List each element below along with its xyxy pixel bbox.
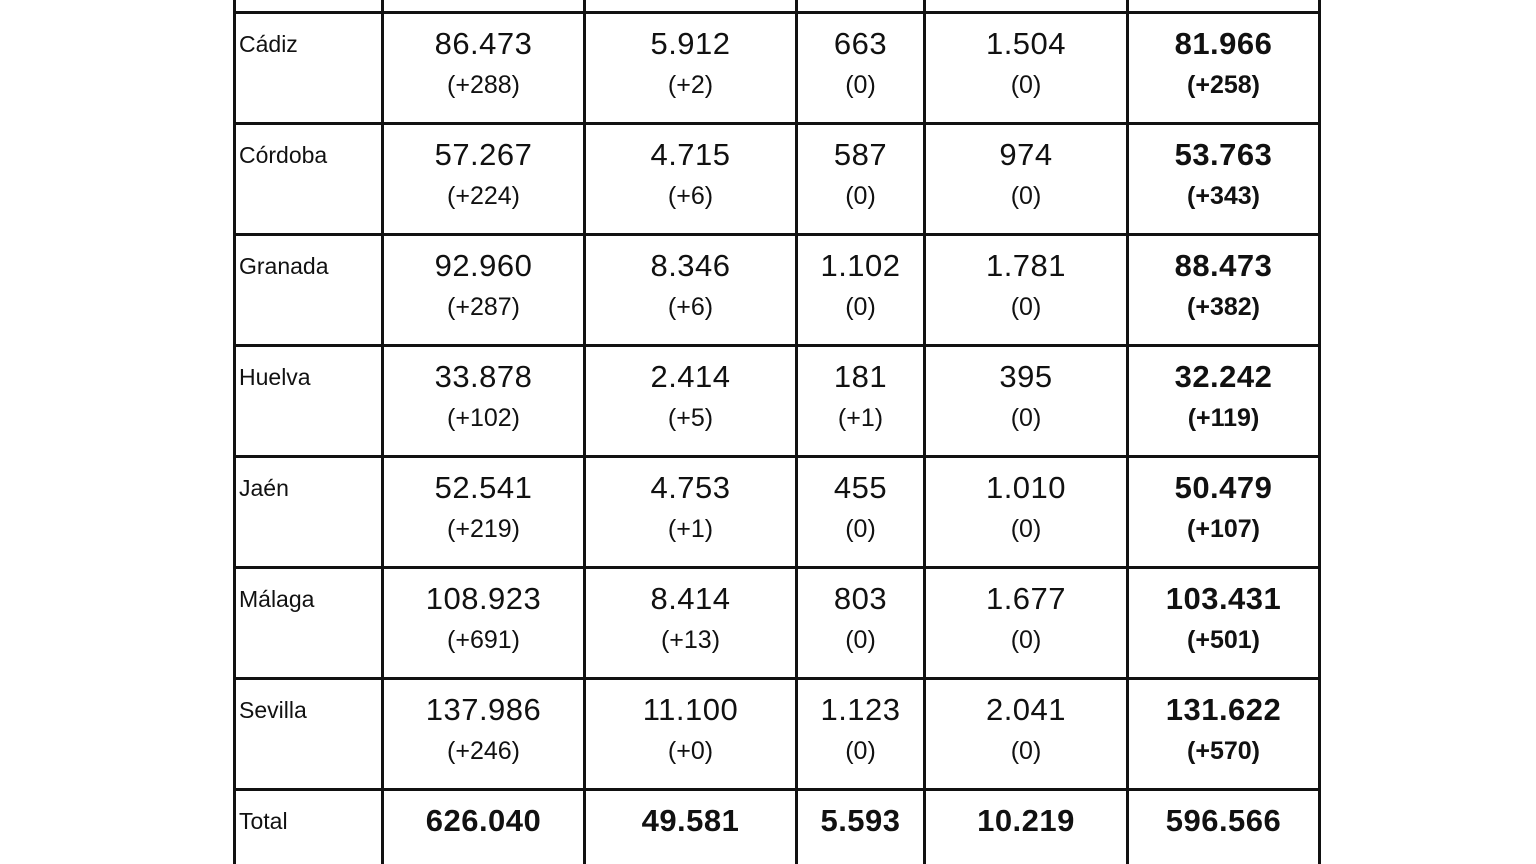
value-cell-content xyxy=(926,14,1126,100)
value-cell-content xyxy=(1129,236,1318,322)
province-name: Jaén xyxy=(239,475,289,501)
province-cell xyxy=(235,457,383,568)
daily-change-value: (+570) xyxy=(1187,737,1260,765)
daily-change-value: (0) xyxy=(1010,71,1042,99)
value-cell-content xyxy=(586,236,795,322)
value-cell-content xyxy=(798,458,923,544)
value-cell-content xyxy=(1129,569,1318,655)
daily-change-value: (+224) xyxy=(447,182,520,210)
cumulative-value: 57.267 xyxy=(434,137,533,172)
cumulative-value: 11.100 xyxy=(642,692,739,727)
daily-change-value: (+287) xyxy=(447,293,520,321)
cumulative-value: 2.041 xyxy=(985,692,1067,727)
value-cell-content xyxy=(586,347,795,433)
daily-change-value: (+343) xyxy=(1187,182,1260,210)
value-cell xyxy=(925,457,1128,568)
cumulative-value: 1.677 xyxy=(985,581,1067,616)
table-cell xyxy=(585,0,797,13)
value-cell xyxy=(585,457,797,568)
cumulative-value: 8.414 xyxy=(650,581,731,616)
cumulative-value: 4.753 xyxy=(650,470,731,505)
value-cell xyxy=(383,13,585,124)
total-value-content xyxy=(798,791,923,839)
province-cell xyxy=(235,235,383,346)
value-cell-content xyxy=(384,125,583,211)
cumulative-value: 108.923 xyxy=(425,581,542,616)
value-cell xyxy=(383,235,585,346)
value-cell xyxy=(383,124,585,235)
value-cell-content xyxy=(384,347,583,433)
province-cell xyxy=(235,346,383,457)
cumulative-value: 1.010 xyxy=(985,470,1067,505)
cumulative-value: 663 xyxy=(833,26,888,61)
value-cell xyxy=(925,13,1128,124)
daily-change-value: (0) xyxy=(845,626,876,654)
total-value-cell xyxy=(925,790,1128,864)
daily-change-value: (+6) xyxy=(667,182,714,210)
value-cell xyxy=(383,568,585,679)
table-row xyxy=(235,457,1320,568)
value-cell-content xyxy=(798,347,923,433)
table-body xyxy=(235,0,1320,864)
daily-change-value: (+258) xyxy=(1187,71,1260,99)
province-name: Cádiz xyxy=(239,31,298,57)
daily-change-value: (+6) xyxy=(667,293,714,321)
value-cell-content xyxy=(926,569,1126,655)
value-cell-content xyxy=(926,680,1126,766)
table-cell xyxy=(235,0,383,13)
table-row xyxy=(235,679,1320,790)
table-cell xyxy=(797,0,925,13)
total-value: 626.040 xyxy=(425,803,542,838)
value-cell xyxy=(585,13,797,124)
total-value: 49.581 xyxy=(641,803,740,838)
daily-change-value: (0) xyxy=(845,737,876,765)
total-value-content xyxy=(926,791,1126,839)
daily-change-value: (0) xyxy=(1010,515,1042,543)
cumulative-value: 5.912 xyxy=(650,26,731,61)
cumulative-value: 4.715 xyxy=(650,137,731,172)
cumulative-value: 52.541 xyxy=(434,470,533,505)
table-row xyxy=(235,13,1320,124)
value-cell-content xyxy=(384,458,583,544)
total-row xyxy=(235,790,1320,864)
value-cell xyxy=(797,346,925,457)
cumulative-value: 137.986 xyxy=(425,692,542,727)
table-cell xyxy=(383,0,585,13)
total-value-cell xyxy=(1128,790,1320,864)
value-cell-content xyxy=(586,125,795,211)
daily-change-value: (0) xyxy=(1010,182,1042,210)
value-cell-content xyxy=(384,569,583,655)
total-value-content xyxy=(586,791,795,839)
province-cell xyxy=(235,568,383,679)
value-cell-content xyxy=(926,347,1126,433)
value-cell xyxy=(585,346,797,457)
cumulative-value: 53.763 xyxy=(1174,137,1273,172)
daily-change-value: (0) xyxy=(1010,737,1042,765)
total-value-cell xyxy=(585,790,797,864)
cumulative-value: 587 xyxy=(833,137,888,172)
value-cell xyxy=(1128,568,1320,679)
table-row xyxy=(235,124,1320,235)
total-value-cell xyxy=(797,790,925,864)
daily-change-value: (0) xyxy=(1010,404,1042,432)
total-value: 5.593 xyxy=(820,803,901,838)
province-name: Granada xyxy=(239,253,329,279)
cumulative-value: 92.960 xyxy=(434,248,533,283)
value-cell xyxy=(797,13,925,124)
value-cell-content xyxy=(926,125,1126,211)
cumulative-value: 33.878 xyxy=(434,359,533,394)
daily-change-value: (0) xyxy=(845,293,876,321)
total-value: 10.219 xyxy=(977,803,1075,838)
value-cell xyxy=(383,457,585,568)
daily-change-value: (0) xyxy=(845,182,876,210)
value-cell xyxy=(585,124,797,235)
value-cell xyxy=(797,457,925,568)
cumulative-value: 2.414 xyxy=(650,359,731,394)
table-row xyxy=(235,346,1320,457)
value-cell-content xyxy=(1129,458,1318,544)
total-value: 596.566 xyxy=(1165,803,1282,838)
value-cell xyxy=(925,346,1128,457)
daily-change-value: (+219) xyxy=(447,515,520,543)
value-cell-content xyxy=(926,236,1126,322)
province-name: Huelva xyxy=(239,364,311,390)
covid-andalucia-table xyxy=(233,0,1321,864)
value-cell xyxy=(925,235,1128,346)
cumulative-value: 50.479 xyxy=(1174,470,1273,505)
value-cell xyxy=(585,568,797,679)
value-cell-content xyxy=(1129,125,1318,211)
value-cell-content xyxy=(1129,14,1318,100)
value-cell xyxy=(1128,124,1320,235)
cumulative-value: 32.242 xyxy=(1174,359,1273,394)
value-cell xyxy=(797,679,925,790)
value-cell xyxy=(1128,457,1320,568)
value-cell xyxy=(585,679,797,790)
cumulative-value: 974 xyxy=(999,137,1053,172)
value-cell-content xyxy=(798,236,923,322)
value-cell-content xyxy=(798,569,923,655)
province-cell xyxy=(235,124,383,235)
value-cell xyxy=(383,679,585,790)
daily-change-value: (+107) xyxy=(1187,515,1260,543)
province-cell xyxy=(235,679,383,790)
cumulative-value: 131.622 xyxy=(1165,692,1282,727)
cumulative-value: 1.781 xyxy=(985,248,1067,283)
province-name: Córdoba xyxy=(239,142,328,168)
daily-change-value: (+5) xyxy=(667,404,714,432)
total-value-content xyxy=(1129,791,1318,839)
value-cell-content xyxy=(1129,347,1318,433)
daily-change-value: (0) xyxy=(845,515,876,543)
value-cell xyxy=(797,568,925,679)
cumulative-value: 395 xyxy=(999,359,1053,394)
value-cell xyxy=(1128,235,1320,346)
total-value-cell xyxy=(383,790,585,864)
value-cell xyxy=(1128,346,1320,457)
value-cell xyxy=(797,235,925,346)
cumulative-value: 81.966 xyxy=(1174,26,1273,61)
total-value-content xyxy=(384,791,583,839)
cumulative-value: 8.346 xyxy=(650,248,731,283)
daily-change-value: (+2) xyxy=(667,71,714,99)
table-cell xyxy=(925,0,1128,13)
cumulative-value: 455 xyxy=(833,470,888,505)
value-cell xyxy=(1128,679,1320,790)
value-cell xyxy=(925,679,1128,790)
value-cell-content xyxy=(384,14,583,100)
value-cell xyxy=(585,235,797,346)
value-cell-content xyxy=(586,569,795,655)
daily-change-value: (+102) xyxy=(447,404,520,432)
value-cell-content xyxy=(798,680,923,766)
value-cell-content xyxy=(586,680,795,766)
daily-change-value: (0) xyxy=(1010,626,1042,654)
daily-change-value: (+691) xyxy=(447,626,520,654)
total-label-cell xyxy=(235,790,383,864)
cumulative-value: 1.102 xyxy=(820,248,901,283)
daily-change-value: (0) xyxy=(845,71,876,99)
daily-change-value: (+119) xyxy=(1187,404,1260,432)
value-cell-content xyxy=(586,14,795,100)
province-name: Málaga xyxy=(239,586,315,612)
daily-change-value: (+1) xyxy=(837,404,884,432)
cumulative-value: 1.123 xyxy=(820,692,901,727)
value-cell xyxy=(925,568,1128,679)
daily-change-value: (+13) xyxy=(660,626,721,654)
daily-change-value: (+1) xyxy=(667,515,714,543)
province-cell xyxy=(235,13,383,124)
table-row xyxy=(235,235,1320,346)
value-cell xyxy=(925,124,1128,235)
cumulative-value: 103.431 xyxy=(1165,581,1282,616)
daily-change-value: (+0) xyxy=(667,737,714,765)
daily-change-value: (+382) xyxy=(1187,293,1260,321)
cumulative-value: 181 xyxy=(833,359,888,394)
daily-change-value: (+288) xyxy=(447,71,520,99)
value-cell-content xyxy=(1129,680,1318,766)
daily-change-value: (+501) xyxy=(1187,626,1260,654)
value-cell-content xyxy=(798,14,923,100)
cumulative-value: 803 xyxy=(833,581,888,616)
value-cell xyxy=(383,346,585,457)
table-row-clipped xyxy=(235,0,1320,13)
value-cell-content xyxy=(384,236,583,322)
value-cell-content xyxy=(926,458,1126,544)
table-cell xyxy=(1128,0,1320,13)
cumulative-value: 86.473 xyxy=(434,26,533,61)
total-label: Total xyxy=(239,808,288,834)
cumulative-value: 88.473 xyxy=(1174,248,1273,283)
value-cell xyxy=(1128,13,1320,124)
daily-change-value: (+246) xyxy=(447,737,520,765)
value-cell-content xyxy=(586,458,795,544)
table-row xyxy=(235,568,1320,679)
daily-change-value: (0) xyxy=(1010,293,1042,321)
province-name: Sevilla xyxy=(239,697,307,723)
cumulative-value: 1.504 xyxy=(985,26,1067,61)
value-cell-content xyxy=(384,680,583,766)
value-cell xyxy=(797,124,925,235)
value-cell-content xyxy=(798,125,923,211)
